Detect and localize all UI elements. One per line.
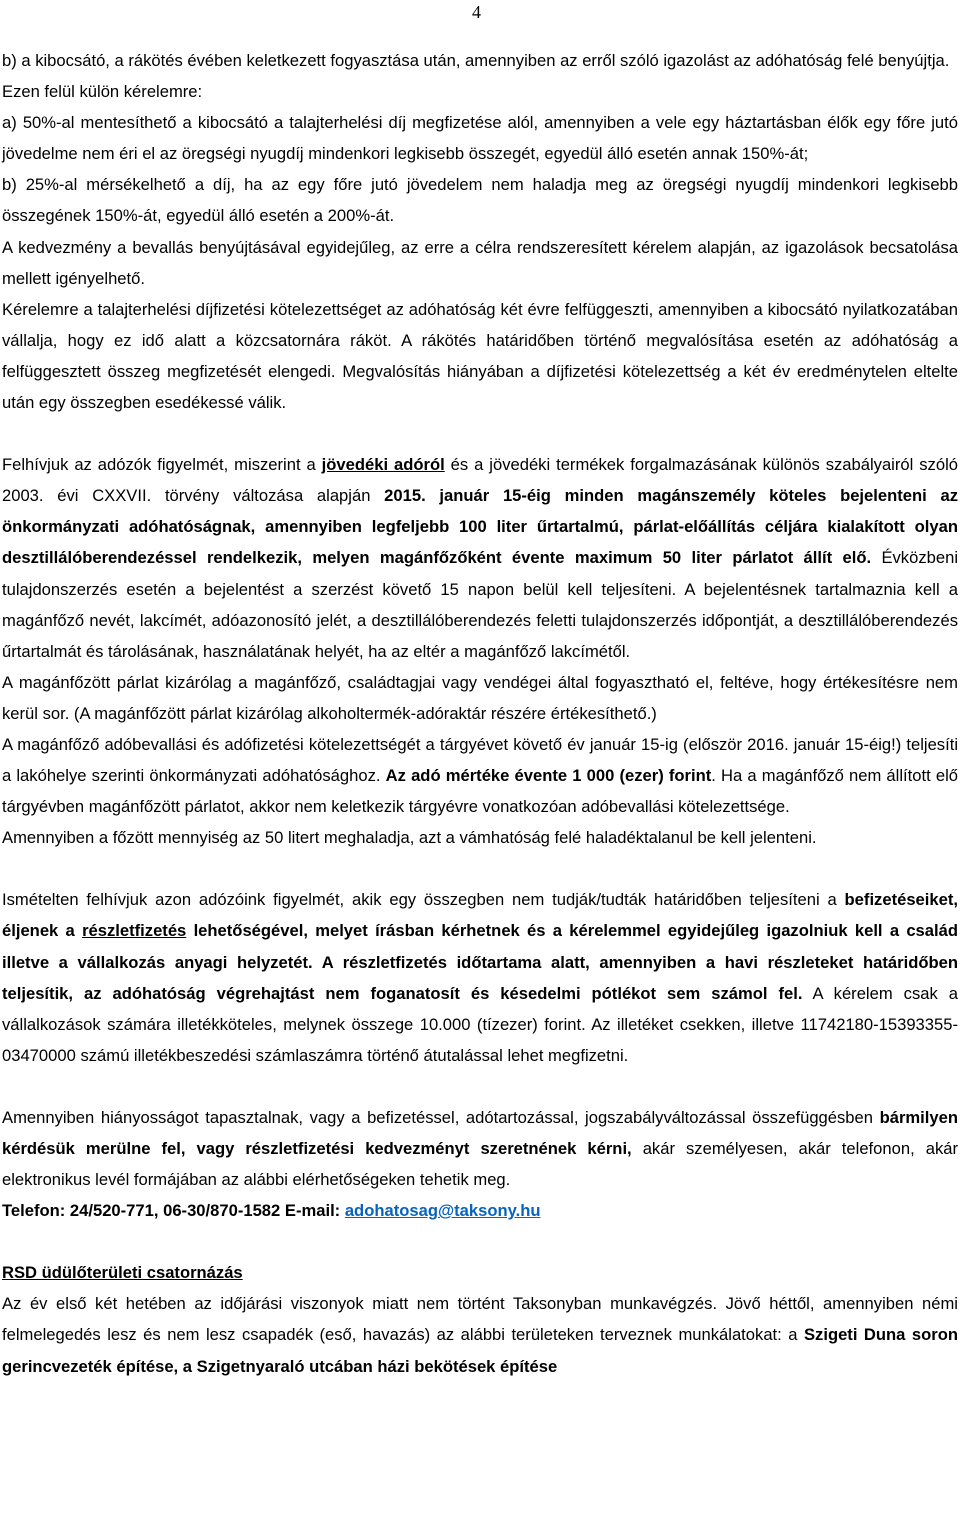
contact-end-text: akár személyesen, akár telefonon, akár elektronikus levél formájában az alábbi elérhetőségeken tehetik meg. — [2, 1139, 958, 1190]
consumption-paragraph: A magánfőzött párlat kizárólag a magánfőző, családtagjai vagy vendégei által fogyasztható el, feltéve, hogy értékesítésre nem kerül sor. (A magánfőzött párlat kizárólag alkoholtermék-adóraktár részére értékesíthető.) — [2, 672, 958, 723]
installment-term: részletfizetés — [82, 921, 187, 941]
extra-request-line: Ezen felül külön kérelemre: — [2, 82, 203, 102]
installment-paragraph — [2, 884, 958, 1071]
excise-deadline-text: 2015. január 15-éig minden magánszemély köteles bejelenteni az önkormányzati adóhatóságnak, amennyiben legfeljebb 100 liter űrtartalmú, párlat-előállítás céljára kialakított olyan desztillálóberendezéssel rendelkezik, melyen magánfőzőként évente maximum 50 liter párlatot állít elő. — [2, 486, 959, 568]
installment-fee-text: A kérelem csak a vállalkozások számára illetékköteles, melynek összege 10.000 (tízezer) forint. Az illetéket csekken, illetve 11742180-15393355-03470000 számú illetékbeszedési számlaszámra történő átutalással lehet megfizetni. — [2, 983, 958, 1065]
tax-return-paragraph — [2, 729, 958, 822]
installment-bold-text: befizetéseiket, éljenek a — [2, 890, 958, 941]
sewer-works-text: Szigeti Duna soron gerincvezeték építése, a Szigetnyaraló utcában házi bekötések építése — [2, 1325, 958, 1376]
excise-registration-text: Évközbeni tulajdonszerzés esetén a bejelentést a szerzést követő 15 napon belül kell teljesíteni. A bejelentésnek tartalmaznia kell a magánfőző nevét, lakcímét, adóazonosító jelét, a desztillálóberendezés feletti tulajdonszerzés időpontját, a desztillálóberendezés űrtartalmát és tárolásának, használatának helyét, ha az eltér a magánfőző lakcímétől. — [2, 548, 959, 661]
tax-rate-text: Az adó mértéke évente 1 000 (ezer) forint — [385, 766, 712, 786]
excise-notice-paragraph — [2, 449, 958, 667]
spacer — [2, 1226, 958, 1257]
installment-intro-text: Ismételten felhívjuk azon adózóink figyelmét, akik egy összegben nem tudják/tudták határidőben teljesíteni a — [2, 890, 845, 910]
benefit-paragraph: A kedvezmény a bevallás benyújtásával egyidejűleg, az erre a célra rendszeresített kérelem alapján, az igazolások becsatolása mellett igényelhető. — [2, 237, 958, 288]
phone-label: Telefon: 24/520-771, 06-30/870-1582 E-mail: — [2, 1201, 345, 1221]
sewer-paragraph — [2, 1288, 958, 1381]
spacer — [2, 1071, 958, 1102]
contact-section — [2, 1102, 958, 1226]
installment-section — [2, 884, 958, 1071]
spacer — [2, 853, 958, 884]
contact-bold-text: bármilyen kérdésük merülne fel, vagy részletfizetési kedvezményt szeretnének kérni, — [2, 1107, 958, 1158]
sewer-text: Az év első két hetében az időjárási viszonyok miatt nem történt Taksonyban munkavégzés. Jövő héttől, amennyiben némi felmelegedés lesz és nem lesz csapadék (eső, havazás) az alábbi területeken terveznek munkálatokat: a — [2, 1294, 958, 1345]
exemption-a-item: a) 50%-al mentesíthető a kibocsátó a talajterhelési díj megfizetése alól, amennyiben a vele egy háztartásban élők egy főre jutó jövedelme nem éri el az öregségi nyugdíj mindenkori legkisebb összegét, egyedül álló esetén annak 150%-át; — [2, 113, 958, 164]
excise-tax-section — [2, 449, 958, 853]
excise-law-link[interactable]: jövedéki adóról — [321, 455, 445, 475]
installment-bold-text-2: lehetőségével, melyet írásban kérhetnek és a kérelemmel egyidejűleg igazolniuk kell a család illetve a vállalkozás anyagi helyzetét. A részletfizetés időtartama alatt, amennyiben a havi részleteket határidőben teljesítik, az adóhatóság végrehajtást nem foganatosít és késedelmi pótlékot sem számol fel. — [2, 921, 958, 1003]
contact-paragraph — [2, 1102, 958, 1195]
customs-paragraph: Amennyiben a főzött mennyiség az 50 litert meghaladja, azt a vámhatóság felé haladéktalanul be kell jelenteni. — [2, 828, 817, 848]
contact-details — [2, 1195, 958, 1226]
document-body — [2, 45, 958, 1382]
exemption-b-paragraph: b) a kibocsátó, a rákötés évében keletkezett fogyasztása után, amennyiben az erről szóló igazolást az adóhatóság felé benyújtja. — [2, 51, 950, 70]
sewer-section — [2, 1257, 958, 1381]
reduction-b-item: b) 25%-al mérsékelhető a díj, ha az egy főre jutó jövedelem nem haladja meg az öregségi nyugdíj mindenkori legkisebb összegének 150%-át, egyedül álló esetén a 200%-át. — [2, 175, 958, 226]
contact-intro-text: Amennyiben hiányosságot tapasztalnak, vagy a befizetéssel, adótartozással, jogszabályváltozással összefüggésben — [2, 1107, 880, 1127]
spacer — [2, 418, 958, 449]
excise-law-text: és a jövedéki termékek forgalmazásának különös szabályairól szóló 2003. évi CXXVII. törvény változása alapján — [2, 455, 958, 506]
sewer-heading: RSD üdülőterületi csatornázás — [2, 1263, 243, 1283]
email-link[interactable]: adohatosag@taksony.hu — [344, 1201, 541, 1221]
tax-return-text: A magánfőző adóbevallási és adófizetési kötelezettségét a tárgyévet követő év január 15-ig (először 2016. január 15-éig!) teljesíti a lakóhelye szerinti önkormányzati adóhatósághoz. — [2, 734, 958, 786]
fee-exemption-section — [2, 45, 958, 418]
excise-intro-text: Felhívjuk az adózók figyelmét, miszerint a — [2, 455, 322, 475]
suspension-paragraph: Kérelemre a talajterhelési díjfizetési kötelezettséget az adóhatóság két évre felfüggeszti, amennyiben a kibocsátó nyilatkozatában vállalja, hogy ez idő alatt a közcsatornára ráköt. A rákötés határidőben történő megvalósítása esetén az adóhatóság a felfüggesztett összeg megfizetését elengedi. Megvalósítás hiányában a díjfizetési kötelezettség a két év eredménytelen eltelte után egy összegben esedékessé válik. — [2, 299, 958, 413]
page-number: 4 — [472, 2, 481, 22]
tax-return-end-text: . Ha a magánfőző nem állított elő tárgyévben magánfőzött párlatot, akkor nem keletkezik tárgyévre vonatkozóan adóbevallási kötelezettsége. — [2, 766, 958, 817]
